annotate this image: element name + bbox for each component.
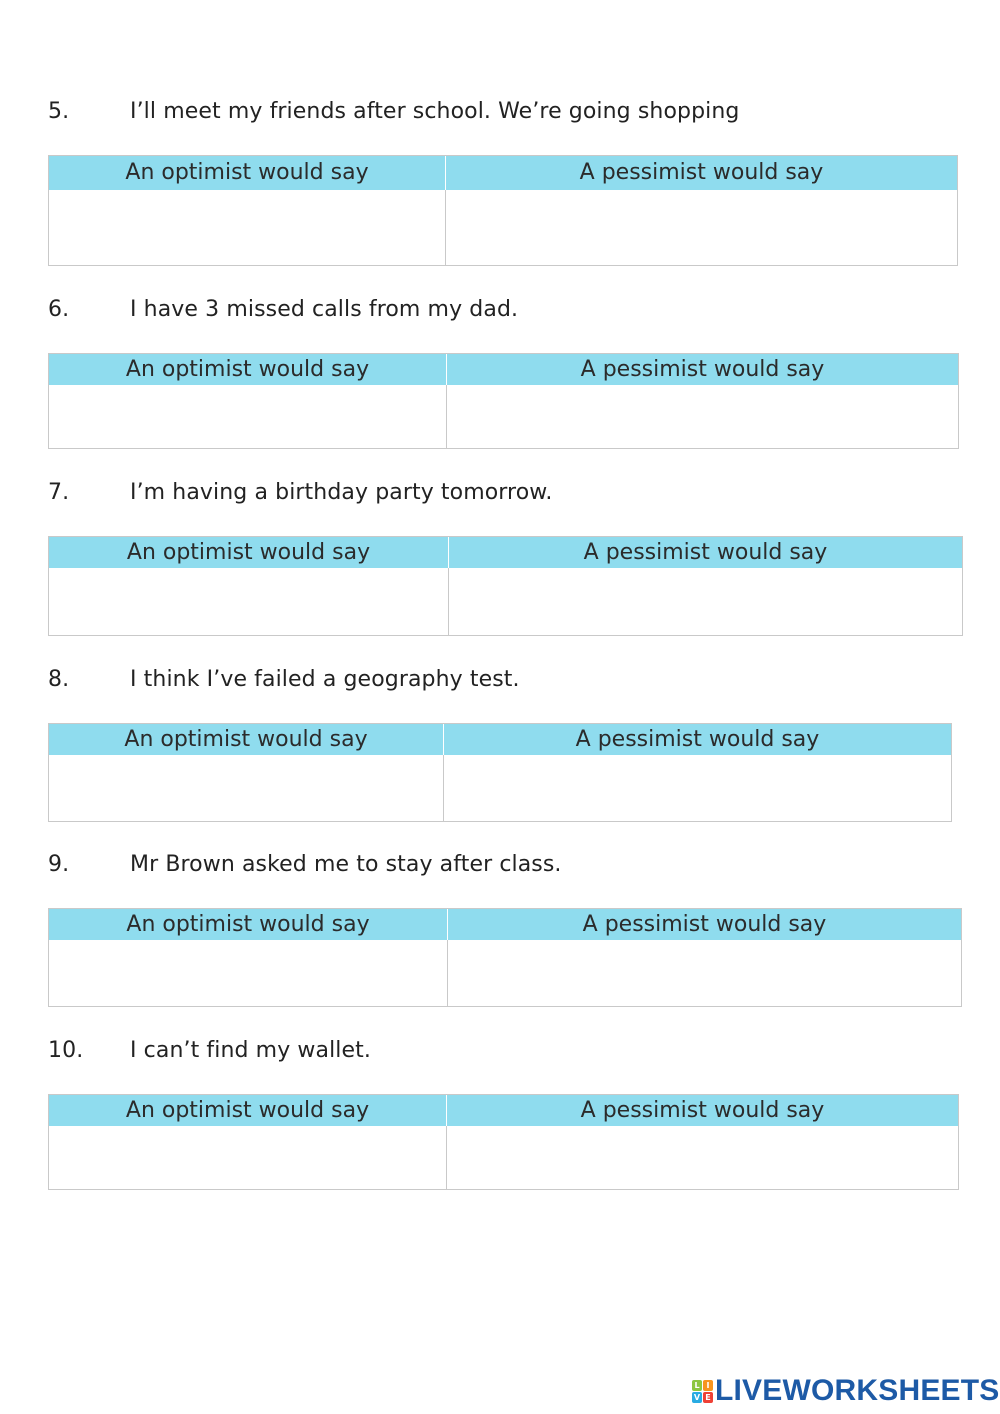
pessimist-header: A pessimist would say: [444, 724, 951, 755]
question-5: [48, 99, 739, 124]
optimist-header: An optimist would say: [49, 724, 444, 755]
question-9: [48, 852, 562, 877]
optimist-answer-input[interactable]: [49, 940, 447, 1006]
answer-table-9: [48, 908, 962, 1007]
question-text: I have 3 missed calls from my dad.: [130, 297, 519, 322]
optimist-answer-cell: [49, 1126, 447, 1189]
optimist-answer-cell: [49, 190, 446, 265]
pessimist-answer-cell: [447, 385, 958, 448]
question-6: [48, 297, 518, 322]
optimist-answer-cell: [49, 568, 449, 635]
pessimist-header: A pessimist would say: [447, 354, 958, 385]
optimist-answer-cell: [49, 755, 444, 821]
optimist-header: An optimist would say: [49, 354, 447, 385]
pessimist-answer-input[interactable]: [449, 568, 962, 635]
logo-tiles-icon: [692, 1380, 713, 1403]
pessimist-answer-cell: [447, 1126, 958, 1189]
pessimist-answer-cell: [448, 940, 961, 1006]
optimist-header: An optimist would say: [49, 156, 446, 190]
question-number: 10.: [48, 1038, 84, 1063]
pessimist-answer-input[interactable]: [444, 755, 951, 821]
optimist-header: An optimist would say: [49, 537, 449, 568]
optimist-answer-cell: [49, 385, 447, 448]
pessimist-header: A pessimist would say: [449, 537, 962, 568]
optimist-answer-input[interactable]: [49, 385, 446, 448]
logo-tile-v: V: [693, 1392, 701, 1402]
question-text: I think I’ve failed a geography test.: [130, 667, 520, 692]
question-7: [48, 480, 552, 505]
pessimist-answer-input[interactable]: [448, 940, 961, 1006]
logo-tile-i: I: [703, 1380, 713, 1391]
answer-table-7: [48, 536, 963, 636]
question-number: 5.: [48, 99, 70, 124]
pessimist-answer-input[interactable]: [447, 1126, 958, 1189]
question-text: I’m having a birthday party tomorrow.: [130, 480, 553, 505]
optimist-answer-cell: [49, 940, 448, 1006]
liveworksheets-logo[interactable]: [692, 1374, 1000, 1408]
logo-tile-e: E: [703, 1392, 713, 1403]
optimist-answer-input[interactable]: [49, 755, 443, 821]
question-text: I’ll meet my friends after school. We’re going shopping: [130, 99, 740, 124]
question-number: 7.: [48, 480, 70, 505]
logo-tile-l: L: [692, 1380, 702, 1391]
pessimist-answer-cell: [446, 190, 957, 265]
pessimist-answer-input[interactable]: [446, 190, 957, 265]
question-text: I can’t find my wallet.: [130, 1038, 371, 1063]
question-10: [48, 1038, 371, 1063]
optimist-answer-input[interactable]: [49, 190, 445, 265]
question-text: Mr Brown asked me to stay after class.: [130, 852, 562, 877]
optimist-header: An optimist would say: [49, 1095, 447, 1126]
answer-table-5: [48, 155, 958, 266]
pessimist-header: A pessimist would say: [447, 1095, 958, 1126]
optimist-header: An optimist would say: [49, 909, 448, 940]
pessimist-answer-cell: [444, 755, 951, 821]
answer-table-10: [48, 1094, 959, 1190]
question-number: 6.: [48, 297, 70, 322]
pessimist-answer-input[interactable]: [447, 385, 958, 448]
question-number: 8.: [48, 667, 70, 692]
optimist-answer-input[interactable]: [49, 1126, 446, 1189]
optimist-answer-input[interactable]: [49, 568, 448, 635]
answer-table-8: [48, 723, 952, 822]
pessimist-answer-cell: [449, 568, 962, 635]
logo-text: LIVEWORKSHEETS: [715, 1374, 1000, 1407]
pessimist-header: A pessimist would say: [446, 156, 957, 190]
pessimist-header: A pessimist would say: [448, 909, 961, 940]
question-number: 9.: [48, 852, 70, 877]
question-8: [48, 667, 520, 692]
answer-table-6: [48, 353, 959, 449]
